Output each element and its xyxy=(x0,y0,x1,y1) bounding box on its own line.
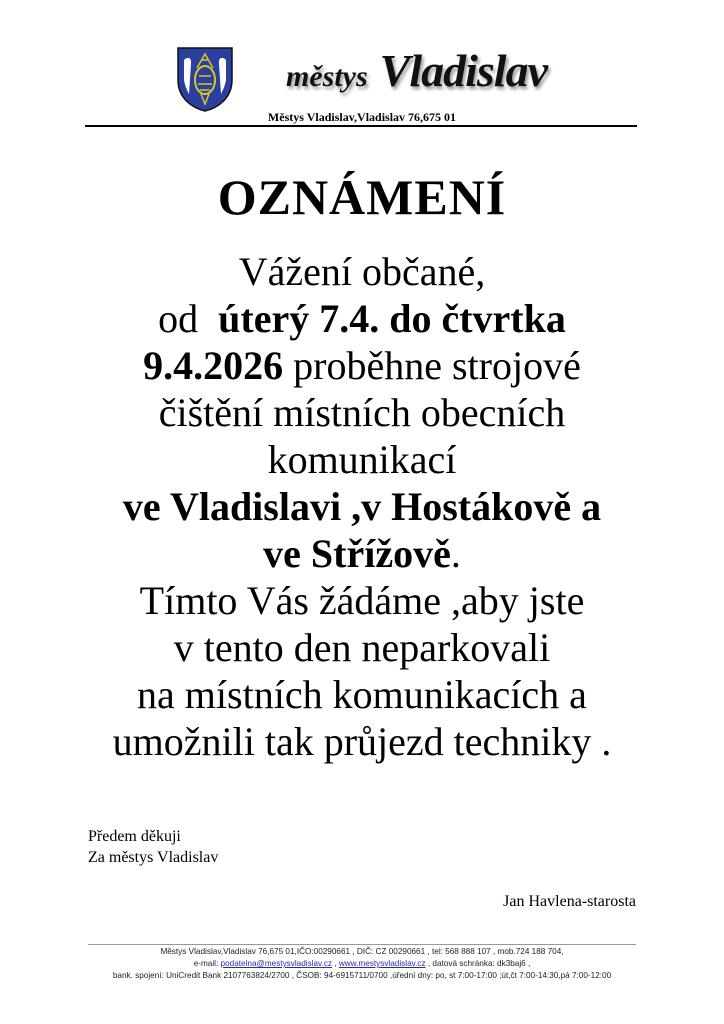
closing xyxy=(88,826,218,868)
notice-text: . xyxy=(450,531,461,576)
notice-line xyxy=(0,577,724,624)
notice-text: umožnili tak průjezd techniky . xyxy=(112,719,612,764)
notice-line xyxy=(0,530,724,577)
footer-line-address: Městys Vladislav,Vladislav 76,675 01,IČO:00290661 , DIČ: CZ 00290661 , tel: 568 888 107 , mob.724 188 704, xyxy=(160,947,564,956)
notice-text: čištění místních obecních xyxy=(158,390,566,435)
notice-line xyxy=(0,671,724,718)
notice-text-bold: ve Vladislavi ,v Hostákově a xyxy=(122,484,602,529)
notice-text-bold: 9.4.2026 xyxy=(143,343,284,388)
notice-text: v tento den neparkovali xyxy=(173,625,551,670)
notice-line xyxy=(0,248,724,295)
notice-title: OZNÁMENÍ xyxy=(217,169,507,225)
notice-line xyxy=(0,624,724,671)
notice-line xyxy=(0,483,724,530)
notice-text: proběhne strojové xyxy=(283,343,581,388)
notice-line xyxy=(0,342,724,389)
letterhead-address: Městys Vladislav,Vladislav 76,675 01 xyxy=(267,110,457,124)
letterhead xyxy=(0,0,724,130)
notice-text: Vážení občané, xyxy=(238,249,486,294)
footer-contacts xyxy=(0,946,724,982)
footer-line-contacts: e-mail: podatelna@mestysvladislav.cz , www.mestysvladislav.cz , datová schránka: dk3baj6 , xyxy=(193,959,531,968)
notice-text: na místních komunikacích a xyxy=(137,672,587,717)
notice-text: od xyxy=(158,296,219,341)
notice-text-bold: ve Střížově xyxy=(263,531,451,576)
notice-line xyxy=(0,389,724,436)
notice-text-bold: úterý 7.4. do čtvrtka xyxy=(218,296,566,341)
signature: Jan Havlena-starosta xyxy=(503,893,636,910)
logo-big-text: Vladislav xyxy=(379,45,547,96)
notice-line xyxy=(0,718,724,765)
municipality-logo xyxy=(286,44,547,97)
closing-on-behalf: Za městys Vladislav xyxy=(88,849,219,866)
footer-line-bank: bank. spojení: UniCredit Bank 2107763824/2700 , ČSOB: 94-6915711/0700 ,úřední dny: po, st 7:00-17:00 ;út,čt 7:00-14:30,pá 7:00-12:00 xyxy=(112,971,612,980)
logo-small-text: městys xyxy=(286,60,368,93)
notice-text: komunikací xyxy=(267,437,457,482)
notice-line xyxy=(0,295,724,342)
notice-body xyxy=(0,248,724,765)
footer-divider xyxy=(88,944,636,945)
closing-thanks: Předem děkuji xyxy=(88,828,181,845)
notice-text: Tímto Vás žádáme ,aby jste xyxy=(139,578,585,623)
email-link[interactable]: podatelna@mestysvladislav.cz xyxy=(220,959,333,968)
header-divider xyxy=(85,125,637,127)
website-link[interactable]: www.mestysvladislav.cz xyxy=(338,959,426,968)
coat-of-arms-icon xyxy=(176,46,234,112)
notice-line xyxy=(0,436,724,483)
